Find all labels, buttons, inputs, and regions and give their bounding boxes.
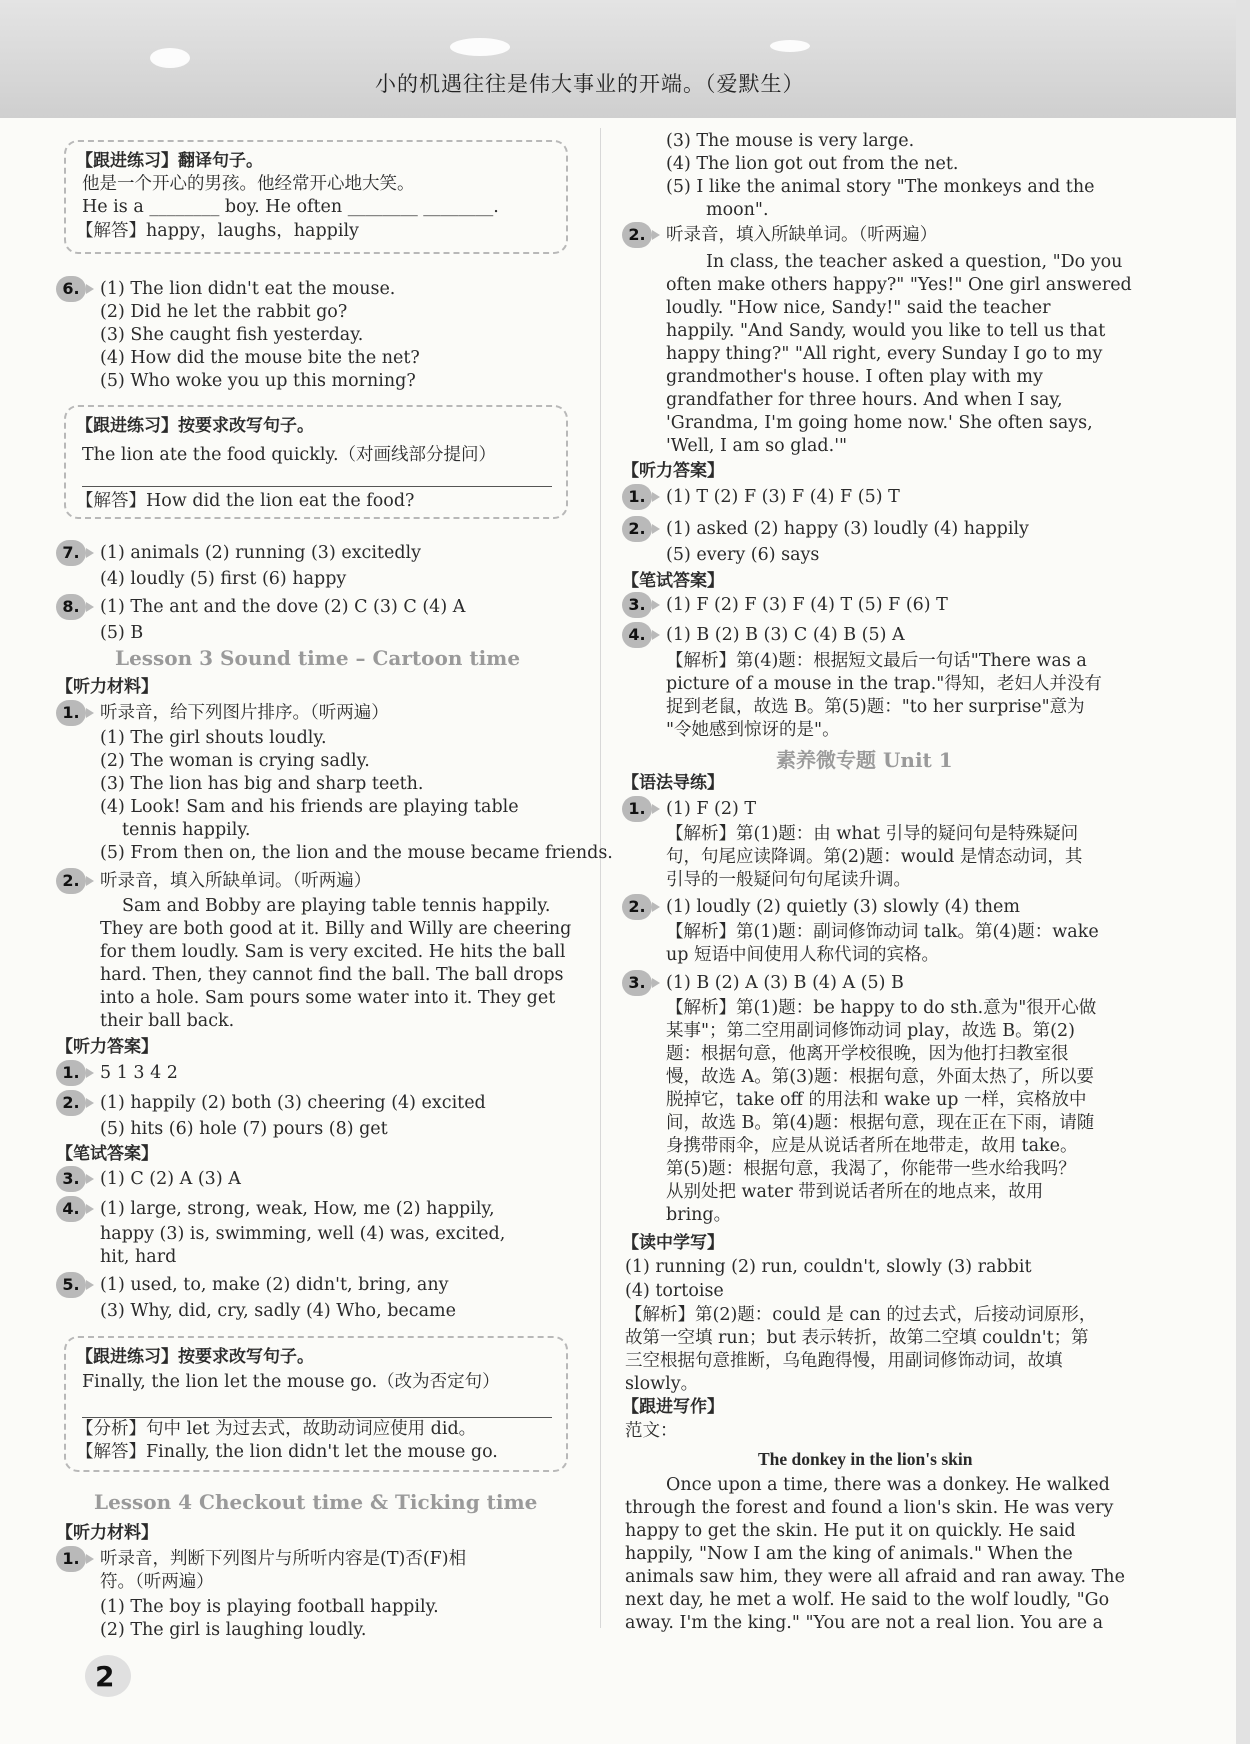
answer-line: 5 1 3 4 2	[100, 1063, 178, 1083]
analysis-line: 句，句尾应读降调。第(2)题：would 是情态动词，其	[666, 847, 1083, 867]
answer-line: (1) T (2) F (3) F (4) F (5) T	[666, 487, 900, 507]
list-item: (5) Who woke you up this morning?	[100, 371, 416, 391]
analysis-line: 三空根据句意推断，乌龟跑得慢，用副词修饰动词，故填	[625, 1351, 1063, 1371]
passage-line: loudly. "How nice, Sandy!" said the teacher	[666, 298, 1051, 318]
passage-line: 'Grandma, I'm going home now.' She often says,	[666, 413, 1093, 433]
passage-line: their ball back.	[100, 1011, 235, 1031]
analysis-line: 身携带雨伞，应是从说话者所在地带走，故用 take。	[666, 1136, 1078, 1156]
column-divider	[600, 128, 601, 1628]
section-label: 【笔试答案】	[622, 571, 724, 591]
essay-line: happy to get the skin. He put it on quickly. He said	[625, 1521, 1076, 1541]
answer-line: (1) F (2) T	[666, 799, 757, 819]
answer-line: (5) hits (6) hole (7) pours (8) get	[100, 1119, 388, 1139]
page-edge	[1236, 0, 1250, 1744]
passage-line: In class, the teacher asked a question, "Do you	[706, 252, 1123, 272]
answer-line: (4) tortoise	[625, 1281, 724, 1301]
analysis-line: 【解析】第(1)题：由 what 引导的疑问句是特殊疑问	[666, 824, 1079, 844]
answer-line: happy (3) is, swimming, well (4) was, excited,	[100, 1224, 506, 1244]
essay-title: The donkey in the lion's skin	[758, 1449, 973, 1469]
passage-line: for them loudly. Sam is very excited. He hits the ball	[100, 942, 566, 962]
box1-line: 【跟进练习】翻译句子。	[76, 151, 263, 171]
list-item: (1) The lion didn't eat the mouse.	[100, 279, 396, 299]
cloud-icon	[150, 48, 190, 68]
question-number: 5.	[56, 1272, 86, 1298]
answer-line: (1) running (2) run, couldn't, slowly (3) rabbit	[625, 1257, 1032, 1277]
answer-line: (1) B (2) A (3) B (4) A (5) B	[666, 973, 904, 993]
box2-line: 【解答】How did the lion eat the food?	[76, 491, 415, 511]
answer-line	[82, 486, 552, 487]
question-title: 符。（听两遍）	[100, 1572, 214, 1592]
section-label: 【笔试答案】	[56, 1144, 158, 1164]
box2-line: The lion ate the food quickly.（对画线部分提问）	[82, 445, 497, 465]
list-item: (3) The mouse is very large.	[666, 131, 915, 151]
page-header	[0, 0, 1236, 118]
list-item: (4) Look! Sam and his friends are playing table	[100, 797, 519, 817]
analysis-line: 【解析】第(1)题：be happy to do sth.意为"很开心做	[666, 998, 1097, 1018]
list-item: (3) She caught fish yesterday.	[100, 325, 364, 345]
passage-line: They are both good at it. Billy and Willy are cheering	[100, 919, 572, 939]
cloud-icon	[770, 40, 810, 52]
page-number: 2	[95, 1660, 115, 1693]
analysis-line: 【解析】第(1)题：副词修饰动词 talk。第(4)题：wake	[666, 922, 1099, 942]
answer-line: (1) F (2) F (3) F (4) T (5) F (6) T	[666, 595, 948, 615]
list-item: (5) From then on, the lion and the mouse became friends.	[100, 843, 613, 863]
analysis-line: 某事"；第二空用副词修饰动词 play，故选 B。第(2)	[666, 1021, 1075, 1041]
box2-line: 【跟进练习】按要求改写句子。	[76, 416, 314, 436]
analysis-line: 间，故选 B。第(4)题：根据句意，现在正在下雨，请随	[666, 1113, 1095, 1133]
passage-line: often make others happy?" "Yes!" One girl answered	[666, 275, 1132, 295]
list-item: (2) Did he let the rabbit go?	[100, 302, 348, 322]
passage-line: 'Well, I am so glad.'"	[666, 436, 848, 456]
passage-line: into a hole. Sam pours some water into it. They get	[100, 988, 556, 1008]
answer-line: (1) used, to, make (2) didn't, bring, any	[100, 1275, 449, 1295]
question-title: 听录音，判断下列图片与所听内容是(T)否(F)相	[100, 1549, 467, 1569]
list-item: tennis happily.	[122, 820, 251, 840]
question-number: 2.	[56, 1090, 86, 1116]
analysis-line: 引导的一般疑问句句尾读升调。	[666, 870, 911, 890]
question-number: 4.	[622, 622, 652, 648]
lesson-title: Lesson 4 Checkout time & Ticking time	[94, 1490, 538, 1514]
box3-line: 【解答】Finally, the lion didn't let the mouse go.	[76, 1442, 498, 1462]
answer-line: (4) loudly (5) first (6) happy	[100, 569, 347, 589]
list-item: (1) The boy is playing football happily.	[100, 1597, 439, 1617]
box3-line: Finally, the lion let the mouse go.（改为否定句）	[82, 1372, 500, 1392]
analysis-line: slowly。	[625, 1374, 699, 1394]
answer-line: (1) loudly (2) quietly (3) slowly (4) them	[666, 897, 1020, 917]
essay-line: Once upon a time, there was a donkey. He walked	[666, 1475, 1110, 1495]
answer-line: (5) every (6) says	[666, 545, 820, 565]
answer-line: (3) Why, did, cry, sadly (4) Who, became	[100, 1301, 456, 1321]
sample-label: 范文：	[625, 1421, 678, 1441]
answer-line: (1) animals (2) running (3) excitedly	[100, 543, 422, 563]
analysis-line: 捉到老鼠，故选 B。第(5)题："to her surprise"意为	[666, 697, 1085, 717]
list-item: (4) The lion got out from the net.	[666, 154, 959, 174]
essay-line: happily, "Now I am the king of animals." When the	[625, 1544, 1073, 1564]
passage-line: hard. Then, they cannot find the ball. The ball drops	[100, 965, 564, 985]
section-label: 【读中学写】	[622, 1233, 724, 1253]
analysis-line: 慢，故选 A。第(3)题：根据句意，外面太热了，所以要	[666, 1067, 1094, 1087]
box1-line: 他是一个开心的男孩。他经常开心地大笑。	[82, 174, 415, 194]
question-number: 4.	[56, 1196, 86, 1222]
question-number: 2.	[622, 222, 652, 248]
answer-line: (1) large, strong, weak, How, me (2) happily,	[100, 1199, 495, 1219]
analysis-line: "令她感到惊讶的是"。	[666, 720, 840, 740]
cloud-icon	[450, 38, 510, 56]
passage-line: grandfather for three hours. And when I say,	[666, 390, 1063, 410]
box3-line: 【分析】句中 let 为过去式，故助动词应使用 did。	[76, 1419, 477, 1439]
question-number: 6.	[56, 276, 86, 302]
essay-line: through the forest and found a lion's skin. He was very	[625, 1498, 1114, 1518]
analysis-line: bring。	[666, 1205, 732, 1225]
section-label: 【听力答案】	[56, 1037, 158, 1057]
answer-line: (1) The ant and the dove (2) C (3) C (4) A	[100, 597, 466, 617]
analysis-line: 【解析】第(2)题：could 是 can 的过去式，后接动词原形，	[625, 1305, 1097, 1325]
question-number: 2.	[56, 868, 86, 894]
list-item: (2) The woman is crying sadly.	[100, 751, 370, 771]
question-number: 1.	[622, 796, 652, 822]
answer-line: (1) happily (2) both (3) cheering (4) excited	[100, 1093, 486, 1113]
question-number: 3.	[622, 970, 652, 996]
question-title: 听录音，给下列图片排序。（听两遍）	[100, 703, 389, 723]
passage-line: Sam and Bobby are playing table tennis happily.	[122, 896, 551, 916]
list-item: (1) The girl shouts loudly.	[100, 728, 327, 748]
list-item: (4) How did the mouse bite the net?	[100, 348, 420, 368]
question-number: 1.	[56, 700, 86, 726]
section-label: 【跟进写作】	[622, 1397, 724, 1417]
answer-line: (1) asked (2) happy (3) loudly (4) happily	[666, 519, 1029, 539]
question-title: 听录音，填入所缺单词。（听两遍）	[666, 225, 938, 245]
question-number: 1.	[56, 1546, 86, 1572]
answer-line: hit, hard	[100, 1247, 177, 1267]
question-number: 2.	[622, 894, 652, 920]
list-item: moon".	[706, 200, 769, 220]
answer-line: (1) B (2) B (3) C (4) B (5) A	[666, 625, 905, 645]
essay-line: away. I'm the king." "You are not a real lion. You are a	[625, 1613, 1104, 1633]
analysis-line: 【解析】第(4)题：根据短文最后一句话"There was a	[666, 651, 1087, 671]
section-label: 【听力答案】	[622, 461, 724, 481]
lesson-title: Lesson 3 Sound time – Cartoon time	[115, 646, 521, 670]
question-number: 3.	[56, 1166, 86, 1192]
list-item: (5) I like the animal story "The monkeys and the	[666, 177, 1095, 197]
answer-line: (5) B	[100, 623, 144, 643]
essay-line: next day, he met a wolf. He said to the wolf loudly, "Go	[625, 1590, 1110, 1610]
question-number: 1.	[622, 484, 652, 510]
question-number: 1.	[56, 1060, 86, 1086]
analysis-line: 第(5)题：根据句意，我渴了，你能带一些水给我吗？	[666, 1159, 1076, 1179]
section-label: 【听力材料】	[56, 1523, 158, 1543]
question-number: 2.	[622, 516, 652, 542]
question-number: 7.	[56, 540, 86, 566]
header-motto: 小的机遇往往是伟大事业的开端。（爱默生）	[375, 72, 805, 96]
list-item: (2) The girl is laughing loudly.	[100, 1620, 367, 1640]
box3-line: 【跟进练习】按要求改写句子。	[76, 1347, 314, 1367]
list-item: (3) The lion has big and sharp teeth.	[100, 774, 424, 794]
analysis-line: 题：根据句意，他离开学校很晚，因为他打扫教室很	[666, 1044, 1069, 1064]
question-number: 3.	[622, 592, 652, 618]
question-number: 8.	[56, 594, 86, 620]
analysis-line: 从别处把 water 带到说话者所在的地点来，故用	[666, 1182, 1044, 1202]
answer-line: (1) C (2) A (3) A	[100, 1169, 241, 1189]
section-label: 【听力材料】	[56, 677, 158, 697]
analysis-line: picture of a mouse in the trap."得知，老妇人并没有	[666, 674, 1102, 694]
analysis-line: 脱掉它，take off 的用法和 wake up 一样，宾格放中	[666, 1090, 1087, 1110]
passage-line: grandmother's house. I often play with my	[666, 367, 1043, 387]
box1-line: He is a ________ boy. He often ________ ________.	[82, 197, 499, 217]
essay-line: animals saw him, they were all afraid and ran away. The	[625, 1567, 1125, 1587]
analysis-line: up 短语中间使用人称代词的宾格。	[666, 945, 940, 965]
question-title: 听录音，填入所缺单词。（听两遍）	[100, 871, 372, 891]
passage-line: happy thing?" "All right, every Sunday I go to my	[666, 344, 1103, 364]
section-label: 【语法导练】	[622, 773, 724, 793]
passage-line: happily. "And Sandy, would you like to tell us that	[666, 321, 1106, 341]
box1-line: 【解答】happy，laughs，happily	[76, 221, 359, 241]
topic-title: 素养微专题 Unit 1	[776, 748, 953, 772]
analysis-line: 故第一空填 run；but 表示转折，故第二空填 couldn't；第	[625, 1328, 1089, 1348]
